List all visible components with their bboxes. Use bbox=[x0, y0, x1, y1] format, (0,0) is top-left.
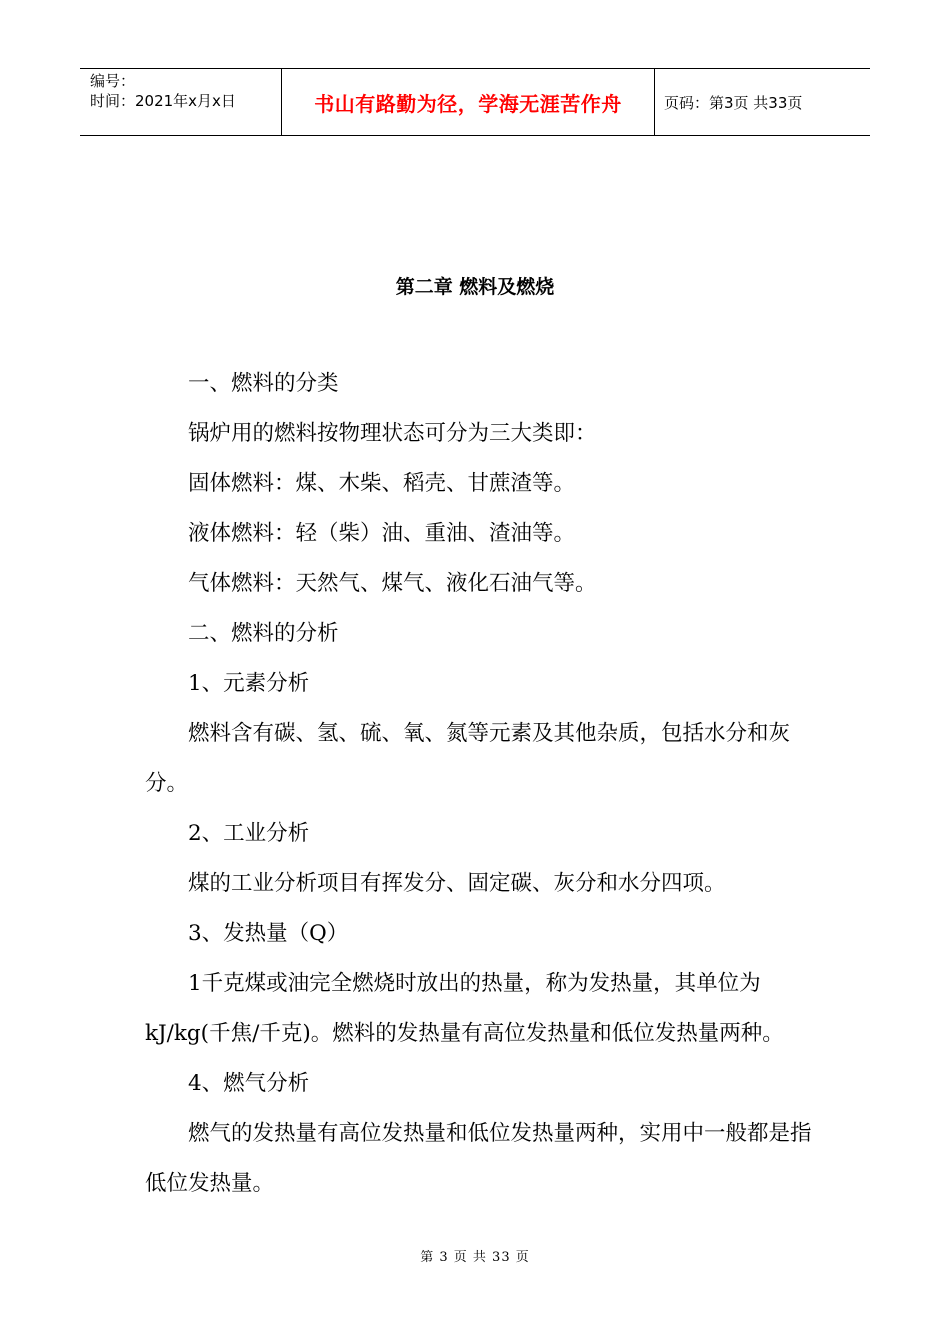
header-page-info: 页码：第3页 共33页 bbox=[664, 93, 803, 112]
paragraph: 锅炉用的燃料按物理状态可分为三大类即： bbox=[188, 421, 597, 446]
paragraph: 1千克煤或油完全燃烧时放出的热量，称为发热量，其单位为kJ/kg(千焦/千克)。燃料的发热量有高位发热量和低位发热量两种。 bbox=[145, 971, 784, 1046]
section-heading-fuel-analysis: 二、燃料的分析 bbox=[188, 621, 339, 646]
paragraph: 煤的工业分析项目有挥发分、固定碳、灰分和水分四项。 bbox=[188, 871, 726, 896]
paragraph: 固体燃料：煤、木柴、稻壳、甘蔗渣等。 bbox=[188, 471, 576, 496]
header-divider-right bbox=[654, 69, 655, 135]
document-date: 时间：2021年x月x日 bbox=[90, 92, 236, 110]
header-motto: 书山有路勤为径，学海无涯苦作舟 bbox=[314, 91, 622, 116]
subsection-heading: 2、工业分析 bbox=[188, 821, 310, 846]
chapter-title: 第二章 燃料及燃烧 bbox=[395, 276, 555, 298]
page-header bbox=[80, 68, 870, 136]
section-heading-fuel-classification: 一、燃料的分类 bbox=[188, 371, 339, 396]
header-meta bbox=[90, 71, 236, 111]
document-number-label: 编号： bbox=[90, 72, 136, 90]
paragraph: 气体燃料：天然气、煤气、液化石油气等。 bbox=[188, 571, 597, 596]
subsection-heading: 4、燃气分析 bbox=[188, 1071, 310, 1096]
paragraph: 燃气的发热量有高位发热量和低位发热量两种，实用中一般都是指低位发热量。 bbox=[145, 1121, 812, 1196]
page-footer: 第 3 页 共 33 页 bbox=[420, 1250, 530, 1265]
paragraph: 液体燃料：轻（柴）油、重油、渣油等。 bbox=[188, 521, 576, 546]
paragraph: 燃料含有碳、氢、硫、氧、氮等元素及其他杂质，包括水分和灰分。 bbox=[145, 721, 791, 796]
subsection-heading: 3、发热量（Q） bbox=[188, 921, 349, 946]
subsection-heading: 1、元素分析 bbox=[188, 671, 310, 696]
document-body bbox=[145, 359, 813, 1209]
